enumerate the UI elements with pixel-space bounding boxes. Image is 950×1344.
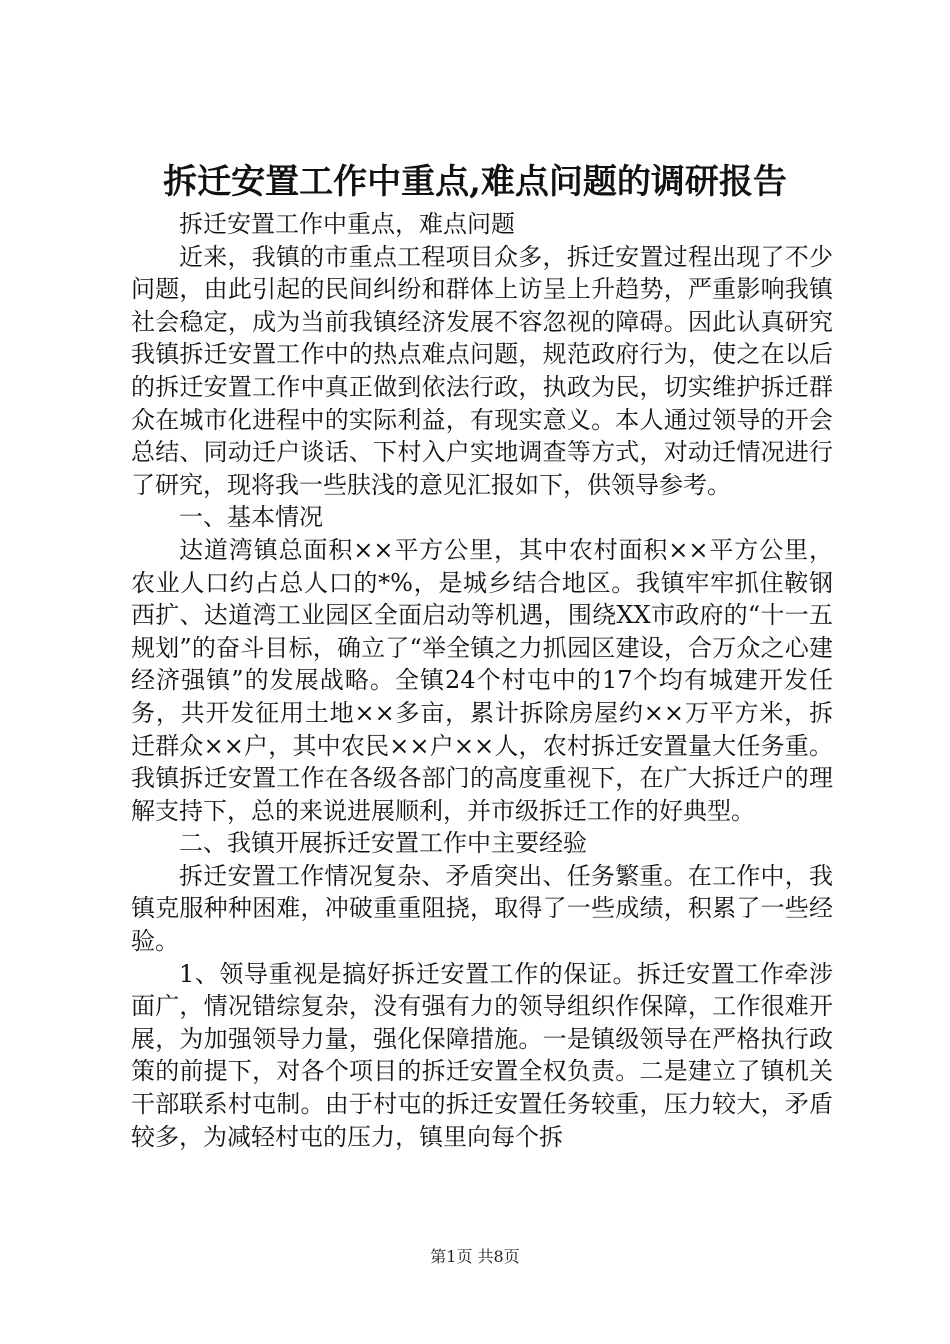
page-number: 第1页 共8页 (430, 1247, 520, 1266)
document-body (131, 208, 833, 1153)
basic-situation-paragraph: 达道湾镇总面积××平方公里，其中农村面积××平方公里，农业人口约占总人口的*%，是城乡结合地区。我镇牢牢抓住鞍钢西扩、达道湾工业园区全面启动等机遇，围绕XX市政府的“十一五规划”的奋斗目标，确立了“举全镇之力抓园区建设，合万众之心建经济强镇”的发展战略。全镇24个村屯中的17个均有城建开发任务，共开发征用土地××多亩，累计拆除房屋约××万平方米，拆迁群众××户，其中农民××户××人，农村拆迁安置量大任务重。我镇拆迁安置工作在各级各部门的高度重视下，在广大拆迁户的理解支持下，总的来说进展顺利，并市级拆迁工作的好典型。 (131, 535, 833, 825)
document-title: 拆迁安置工作中重点,难点问题的调研报告 (163, 162, 787, 202)
section-heading-basic: 一、基本情况 (179, 503, 323, 532)
section-heading-experience: 二、我镇开展拆迁安置工作中主要经验 (179, 829, 587, 858)
experience-intro-paragraph: 拆迁安置工作情况复杂、矛盾突出、任务繁重。在工作中，我镇克服种种困难，冲破重重阻挠，取得了一些成绩，积累了一些经验。 (131, 861, 833, 956)
experience-item-1-paragraph: 1、领导重视是搞好拆迁安置工作的保证。拆迁安置工作牵涉面广，情况错综复杂，没有强有力的领导组织作保障，工作很难开展，为加强领导力量，强化保障措施。一是镇级领导在严格执行政策的前提下，对各个项目的拆迁安置全权负责。二是建立了镇机关干部联系村屯制。由于村屯的拆迁安置任务较重，压力较大，矛盾较多，为减轻村屯的压力，镇里向每个拆 (131, 959, 833, 1151)
intro-paragraph: 近来，我镇的市重点工程项目众多，拆迁安置过程出现了不少问题，由此引起的民间纠纷和群体上访呈上升趋势，严重影响我镇社会稳定，成为当前我镇经济发展不容忽视的障碍。因此认真研究我镇拆迁安置工作中的热点难点问题，规范政府行为，使之在以后的拆迁安置工作中真正做到依法行政，执政为民，切实维护拆迁群众在城市化进程中的实际利益，有现实意义。本人通过领导的开会总结、同动迁户谈话、下村入户实地调查等方式，对动迁情况进行了研究，现将我一些肤浅的意见汇报如下，供领导参考。 (131, 242, 833, 499)
subtitle-paragraph: 拆迁安置工作中重点，难点问题 (179, 210, 515, 238)
